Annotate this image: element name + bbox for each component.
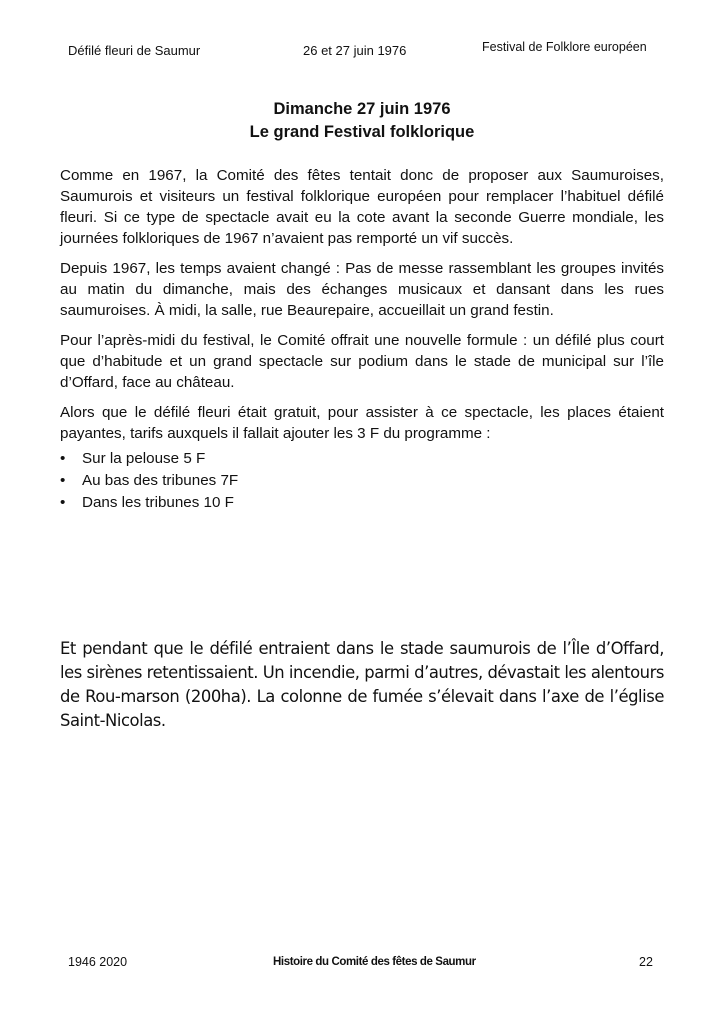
- header-right-text: Festival de Folklore européen: [482, 40, 647, 54]
- title-line-date: Dimanche 27 juin 1976: [273, 100, 451, 118]
- paragraph-changes: Depuis 1967, les temps avaient changé : Pas de messe rassemblant les groupes invités au matin du dimanche, mais des échanges musicaux et dansant dans les rues saumuroises. À midi, la salle, rue Beaurepaire, accueillait un grand festin.: [60, 260, 664, 319]
- header-date-text: 26 et 27 juin 1976: [303, 43, 407, 58]
- list-item: [60, 448, 664, 470]
- list-item: [60, 470, 664, 492]
- bullet-icon: •: [60, 450, 66, 467]
- page-number: 22: [639, 955, 653, 969]
- header-left-text: Défilé fleuri de Saumur: [68, 43, 201, 58]
- bullet-icon: •: [60, 494, 66, 511]
- tarif-text: Sur la pelouse 5 F: [82, 450, 206, 467]
- tarifs-list: [60, 448, 664, 514]
- page-footer: [0, 955, 724, 975]
- footer-years: 1946 2020: [68, 955, 128, 969]
- footer-title: Histoire du Comité des fêtes de Saumur: [273, 956, 476, 968]
- page-header: [0, 40, 724, 64]
- title-line-festival: Le grand Festival folklorique: [249, 123, 475, 141]
- page-title: [0, 98, 724, 144]
- list-item: [60, 492, 664, 514]
- paragraph-formula: Pour l’après-midi du festival, le Comité offrait une nouvelle formule : un défilé plus court que d’habitude et un grand spectacle sur podium dans le stade de municipal sur l’île d’Offard, face au château.: [60, 332, 664, 391]
- paragraph-fire: Et pendant que le défilé entraient dans le stade saumurois de l’Île d’Offard, les sirènes retentissaient. Un incendie, parmi d’autres, dévastait les alentours de Rou-marson (200ha). La colonne de fumée s’élevait dans l’axe de l’église Saint-Nicolas.: [60, 639, 664, 730]
- bullet-icon: •: [60, 472, 66, 489]
- tarif-text: Au bas des tribunes 7F: [82, 472, 239, 489]
- paragraph-prices: Alors que le défilé fleuri était gratuit, pour assister à ce spectacle, les places étaient payantes, tarifs auxquels il fallait ajouter les 3 F du programme :: [60, 404, 664, 442]
- paragraph-intro: Comme en 1967, la Comité des fêtes tentait donc de proposer aux Saumuroises, Saumurois et visiteurs un festival folklorique européen pour remplacer l’habituel défilé fleuri. Si ce type de spectacle avait eu la cote avant la seconde Guerre mondiale, les journées folkloriques de 1967 n’avaient pas remporté un vif succès.: [60, 167, 664, 247]
- tarif-text: Dans les tribunes 10 F: [82, 494, 234, 511]
- article-body: [60, 165, 664, 514]
